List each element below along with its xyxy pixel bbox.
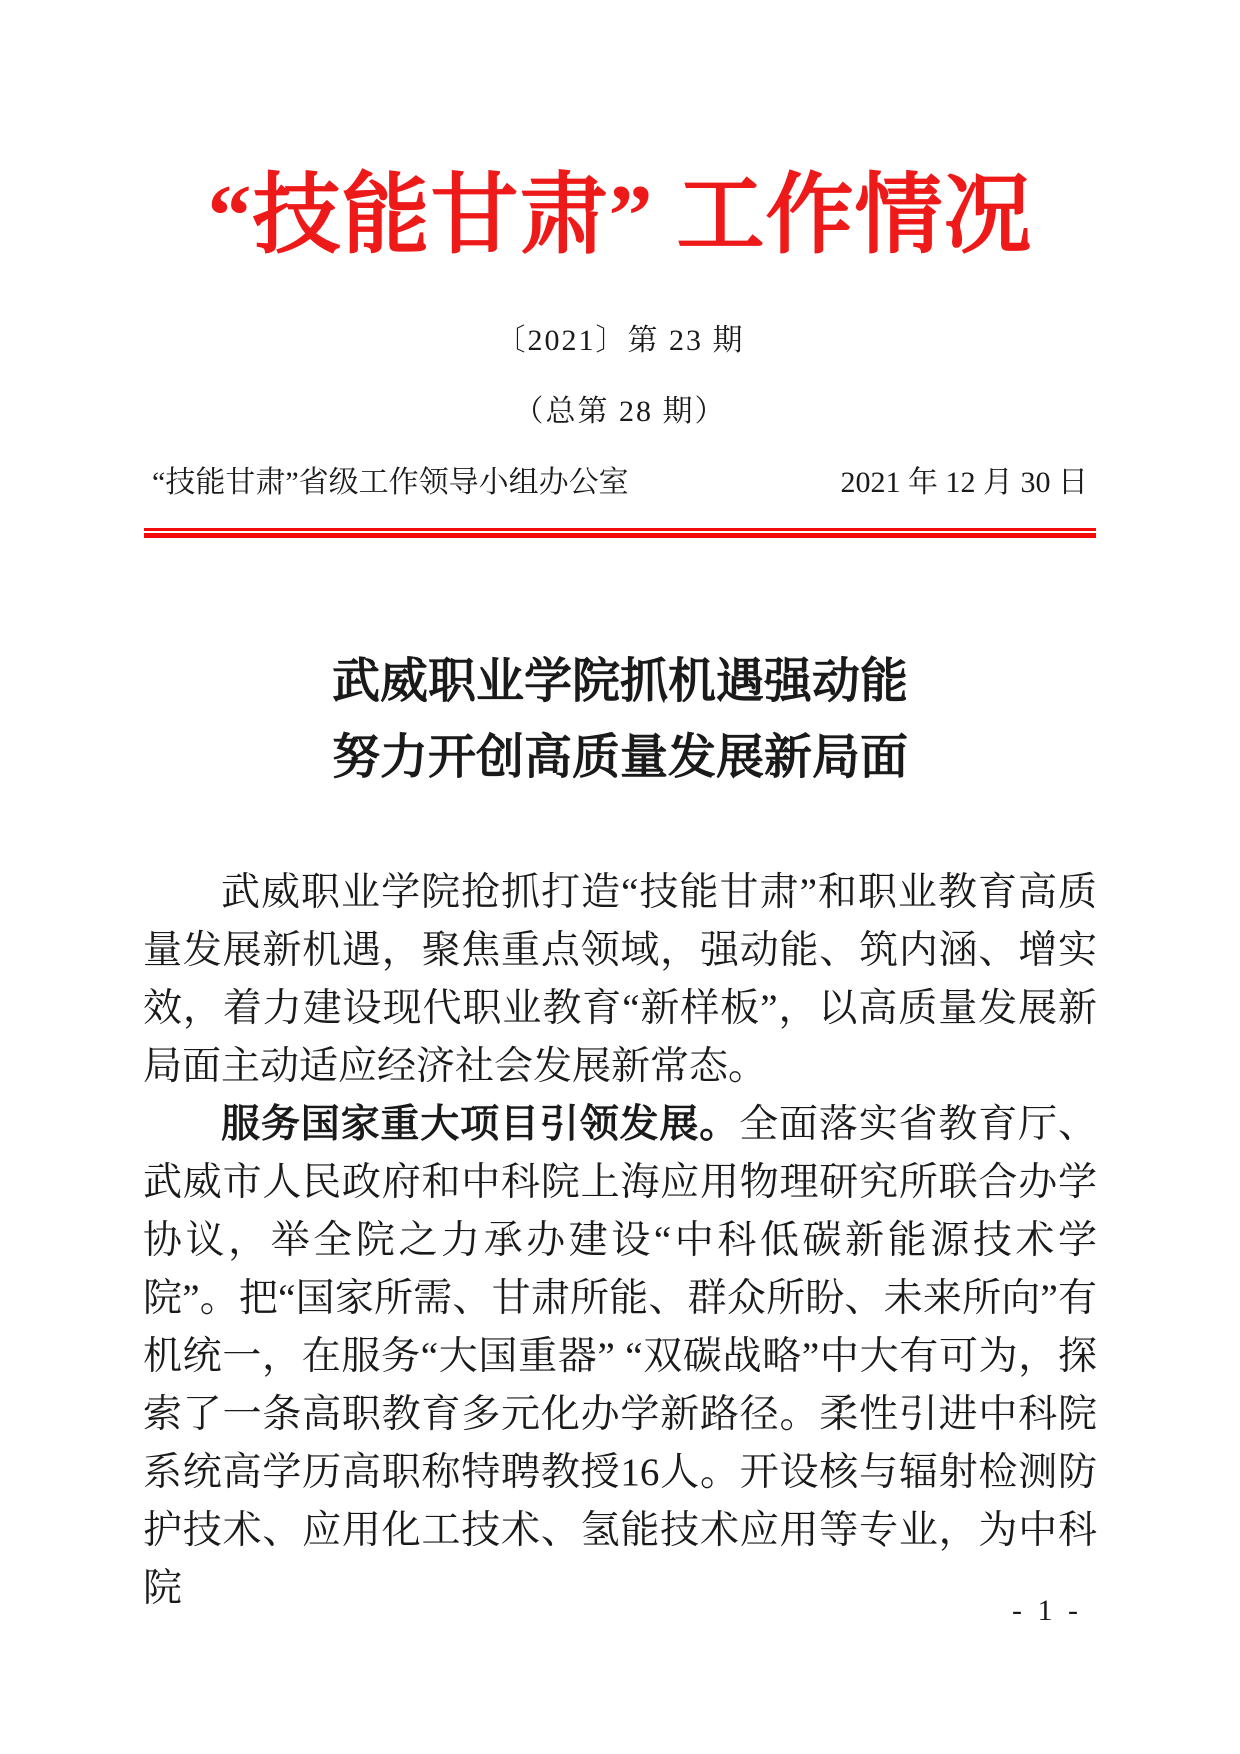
article-title — [0, 644, 1240, 796]
total-issue-number: （总第 28 期） — [513, 394, 727, 428]
publisher-row — [152, 457, 1088, 501]
page-number: - 1 - — [1012, 1594, 1082, 1627]
article-title-line1: 武威职业学院抓机遇强动能 — [331, 654, 908, 708]
masthead-divider — [144, 528, 1096, 538]
divider-thick-rule — [144, 533, 1096, 538]
article-body — [143, 864, 1097, 1618]
article-title-line2: 努力开创高质量发展新局面 — [331, 730, 908, 784]
paragraph — [143, 1096, 1097, 1618]
issue-number: 〔2021〕第 23 期 — [495, 323, 745, 357]
publisher-name: “技能甘肃”省级工作领导小组办公室 — [152, 465, 629, 499]
masthead-title: “技能甘肃” 工作情况 — [207, 168, 1033, 265]
paragraph-text: 武威职业学院抢抓打造“技能甘肃”和职业教育高质量发展新机遇，聚焦重点领域，强动能、筑内涵、增实效，着力建设现代职业教育“新样板”，以高质量发展新局面主动适应经济社会发展新常态。 — [143, 870, 1097, 1088]
paragraph — [143, 864, 1097, 1096]
paragraph-text: 全面落实省教育厅、武威市人民政府和中科院上海应用物理研究所联合办学协议，举全院之力承办建设“中科低碳新能源技术学院”。把“国家所需、甘肃所能、群众所盼、未来所向”有机统一，在服务“大国重器” “双碳战略”中大有可为，探索了一条高职教育多元化办学新路径。柔性引进中科院系统高学历高职称特聘教授16人。开设核与辐射检测防护技术、应用化工技术、氢能技术应用等专业，为中科院 — [143, 1102, 1097, 1610]
paragraph-lead: 服务国家重大项目引领发展。 — [221, 1102, 740, 1146]
publish-date: 2021 年 12 月 30 日 — [840, 465, 1088, 499]
